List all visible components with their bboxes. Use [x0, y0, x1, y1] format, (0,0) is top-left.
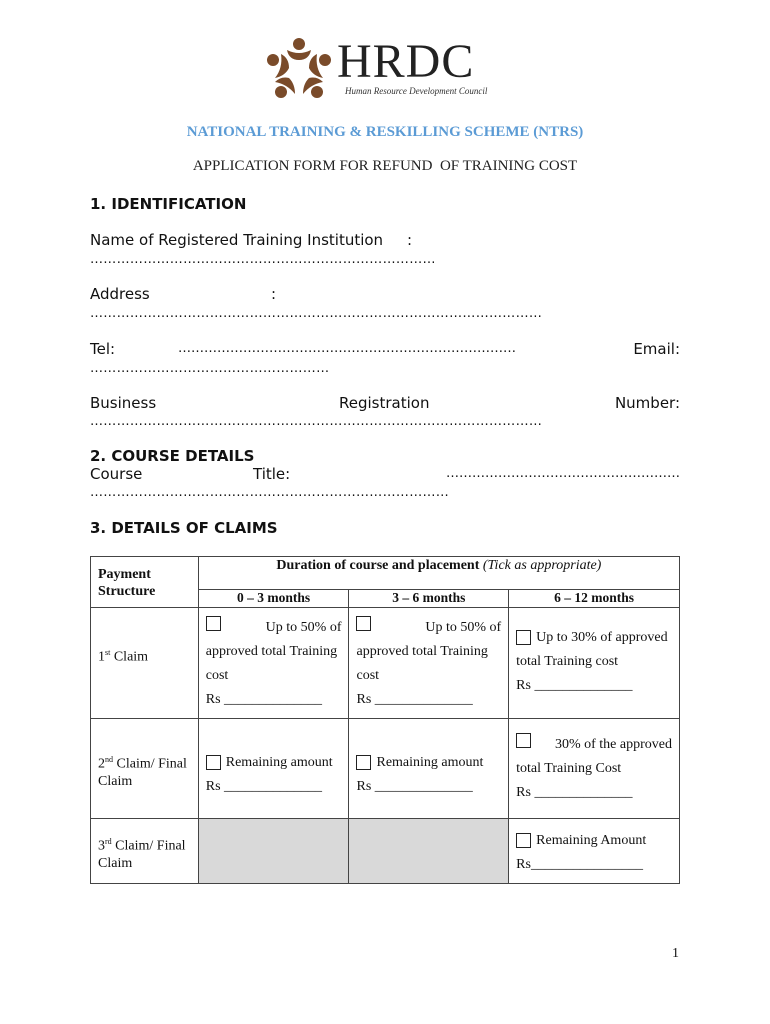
address-colon: :: [271, 285, 277, 303]
r1-c1-checkbox[interactable]: [206, 616, 221, 631]
r2-c1-text: Remaining amount: [225, 755, 333, 770]
r2-c2-amount-field[interactable]: Rs ______________: [356, 779, 473, 794]
r1-c2-amount-field[interactable]: Rs ______________: [356, 692, 473, 707]
section-claims-heading: 3. DETAILS OF CLAIMS: [90, 519, 278, 537]
institution-name-row: [90, 231, 680, 249]
tel-email-row: [90, 340, 680, 358]
r2-c1-cell: [198, 719, 349, 819]
tick-instruction: (Tick as appropriate): [482, 558, 602, 573]
r3-c3-amount-field[interactable]: Rs________________: [516, 857, 643, 872]
row-first-claim-label: 1st Claim: [91, 608, 199, 719]
business-registration-row: [90, 394, 680, 412]
payment-structure-header: Payment Structure: [91, 557, 199, 608]
r1-c2-text-1: Up to 50% of: [425, 620, 502, 635]
r1-c2-cell: [349, 608, 509, 719]
course-word: Course: [90, 465, 143, 483]
duration-header: [198, 557, 679, 590]
col-6-12-months: 6 – 12 months: [509, 590, 680, 608]
title-word: Title:: [253, 465, 291, 483]
section-identification-heading: 1. IDENTIFICATION: [90, 195, 247, 213]
brn-word-registration: Registration: [339, 394, 430, 412]
row-second-claim-label: 2nd Claim/ Final Claim: [91, 719, 199, 819]
address-field[interactable]: …………………………………………………………………………………………: [90, 306, 543, 321]
scheme-title: NATIONAL TRAINING & RESKILLING SCHEME (NTRS): [186, 124, 584, 140]
brn-word-number: Number:: [614, 394, 680, 412]
r1-c2-checkbox[interactable]: [356, 616, 371, 631]
r2-c3-cell: [509, 719, 680, 819]
r2-c1-amount-field[interactable]: Rs ______________: [205, 779, 323, 794]
logo-wordmark: HRDC: [337, 35, 475, 88]
r1-c3-cell: [509, 608, 680, 719]
r2-c1-checkbox[interactable]: [206, 755, 221, 770]
r3-c3-text: Remaining Amount: [536, 833, 647, 848]
duration-label: Duration of course and placement: [276, 558, 480, 573]
r1-c3-text-1: Up to 30% of approved: [536, 630, 668, 645]
institution-colon: :: [407, 231, 413, 249]
r2-c2-cell: [349, 719, 509, 819]
r3-c2-shaded-cell: [349, 819, 509, 884]
r1-c1-cell: [198, 608, 349, 719]
section-course-details-heading: 2. COURSE DETAILS: [90, 447, 255, 465]
course-title-field-1[interactable]: ………………………………………………: [446, 466, 680, 481]
row-third-claim-label: 3rd Claim/ Final Claim: [91, 819, 199, 884]
page-number: 1: [672, 946, 679, 961]
course-title-row: [90, 465, 680, 483]
institution-label: Name of Registered Training Institution: [90, 231, 384, 249]
r1-c1-text-3: cost: [205, 668, 229, 683]
address-label: Address: [90, 285, 150, 303]
email-label: Email:: [633, 340, 680, 358]
r1-c1-amount-field[interactable]: Rs ______________: [205, 692, 323, 707]
r2-c2-text: Remaining amount: [376, 755, 484, 770]
tel-label: Tel:: [90, 340, 116, 358]
r2-c3-amount-field[interactable]: Rs ______________: [516, 785, 633, 800]
hrdc-logo: [265, 36, 505, 102]
form-title: APPLICATION FORM FOR REFUND OF TRAINING COST: [192, 158, 578, 174]
r1-c2-text-3: cost: [356, 668, 380, 683]
r2-c3-text-1: 30% of the approved: [554, 737, 672, 752]
r1-c1-text-2: approved total Training: [205, 644, 338, 659]
institution-name-field[interactable]: ……………………………………………………………………: [90, 252, 436, 267]
r3-c1-shaded-cell: [198, 819, 349, 884]
r2-c3-checkbox[interactable]: [516, 733, 531, 748]
r1-c1-text-1: Up to 50% of: [265, 620, 342, 635]
business-registration-field[interactable]: …………………………………………………………………………………………: [90, 414, 543, 429]
brn-word-business: Business: [90, 394, 157, 412]
tel-field[interactable]: ……………………………………………………………………: [178, 341, 516, 356]
r1-c3-text-2: total Training cost: [516, 654, 619, 669]
r3-c3-cell: [509, 819, 680, 884]
r1-c3-checkbox[interactable]: [516, 630, 531, 645]
logo-subtitle: Human Resource Development Council: [345, 86, 488, 96]
col-0-3-months: 0 – 3 months: [198, 590, 349, 608]
r1-c2-text-2: approved total Training: [356, 644, 488, 659]
r3-c3-checkbox[interactable]: [516, 833, 531, 848]
course-title-field-2[interactable]: ………………………………………………………………………: [90, 485, 450, 500]
hrdc-people-circle-icon: [265, 36, 335, 102]
r2-c3-text-2: total Training Cost: [516, 761, 622, 776]
address-row: [90, 285, 680, 303]
claims-table: [90, 556, 680, 884]
r1-c3-amount-field[interactable]: Rs ______________: [516, 678, 633, 693]
r2-c2-checkbox[interactable]: [356, 755, 371, 770]
email-field[interactable]: ………………………………………………: [90, 361, 330, 376]
col-3-6-months: 3 – 6 months: [349, 590, 509, 608]
